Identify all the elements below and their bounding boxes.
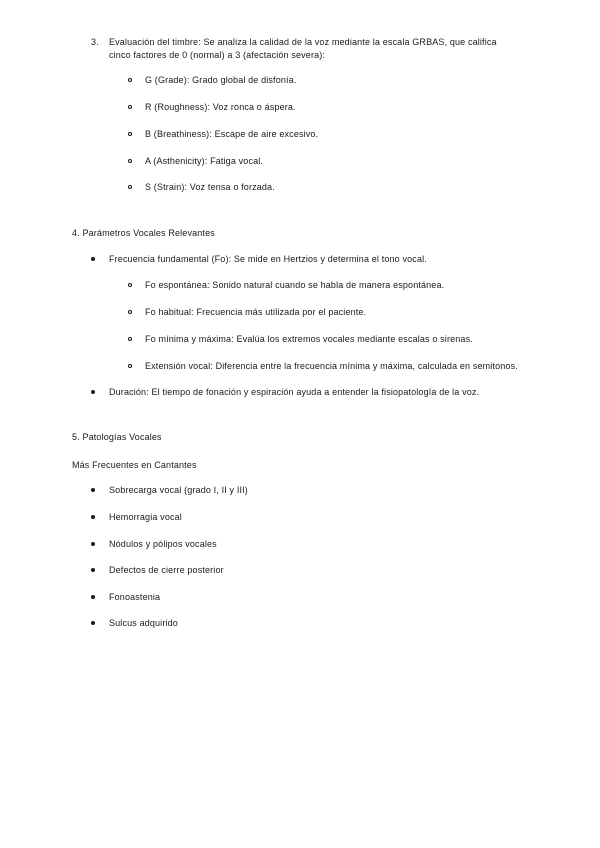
disc-bullet-icon [91,542,95,546]
disc-bullet-icon [91,621,95,625]
grbas-factor-b: B (Breathiness): Escape de aire excesivo. [145,129,319,139]
grbas-factor-a: A (Asthenicity): Fatiga vocal. [145,156,264,166]
circle-bullet-icon [128,364,132,368]
pathology-item: Sobrecarga vocal (grado I, II y III) [109,485,248,495]
pathology-item: Defectos de cierre posterior [109,565,224,575]
list-number: 3. [91,37,99,47]
section-heading-4: 4. Parámetros Vocales Relevantes [72,228,215,238]
circle-bullet-icon [128,310,132,314]
pathology-item: Fonoastenia [109,592,161,602]
disc-bullet-icon [91,488,95,492]
pathology-item: Hemorragia vocal [109,512,182,522]
grbas-factor-g: G (Grade): Grado global de disfonía. [145,75,297,85]
disc-bullet-icon [91,515,95,519]
circle-bullet-icon [128,132,132,136]
pathology-item: Nódulos y pólipos vocales [109,539,217,549]
circle-bullet-icon [128,283,132,287]
pathology-item: Sulcus adquirido [109,618,178,628]
section-heading-5: 5. Patologías Vocales [72,432,162,442]
disc-bullet-icon [91,595,95,599]
item3-text-line1: Evaluación del timbre: Se analiza la calidad de la voz mediante la escala GRBAS, que califica [109,37,497,47]
circle-bullet-icon [128,78,132,82]
disc-bullet-icon [91,390,95,394]
circle-bullet-icon [128,185,132,189]
grbas-factor-r: R (Roughness): Voz ronca o áspera. [145,102,296,112]
circle-bullet-icon [128,337,132,341]
fo-habitual-item: Fo habitual: Frecuencia más utilizada por el paciente. [145,307,367,317]
duracion-item: Duración: El tiempo de fonación y espiración ayuda a entender la fisiopatología de la voz. [109,387,480,397]
extension-vocal-item: Extensión vocal: Diferencia entre la frecuencia mínima y máxima, calculada en semitonos. [145,361,518,371]
disc-bullet-icon [91,257,95,261]
disc-bullet-icon [91,568,95,572]
frecuencia-fundamental-item: Frecuencia fundamental (Fo): Se mide en Hertzios y determina el tono vocal. [109,254,427,264]
circle-bullet-icon [128,105,132,109]
fo-espontanea-item: Fo espontánea: Sonido natural cuando se habla de manera espontánea. [145,280,445,290]
fo-min-max-item: Fo mínima y máxima: Evalúa los extremos vocales mediante escalas o sirenas. [145,334,473,344]
item3-text-line2: cinco factores de 0 (normal) a 3 (afectación severa): [109,50,326,60]
grbas-factor-s: S (Strain): Voz tensa o forzada. [145,182,275,192]
circle-bullet-icon [128,159,132,163]
section-subheading: Más Frecuentes en Cantantes [72,460,197,470]
